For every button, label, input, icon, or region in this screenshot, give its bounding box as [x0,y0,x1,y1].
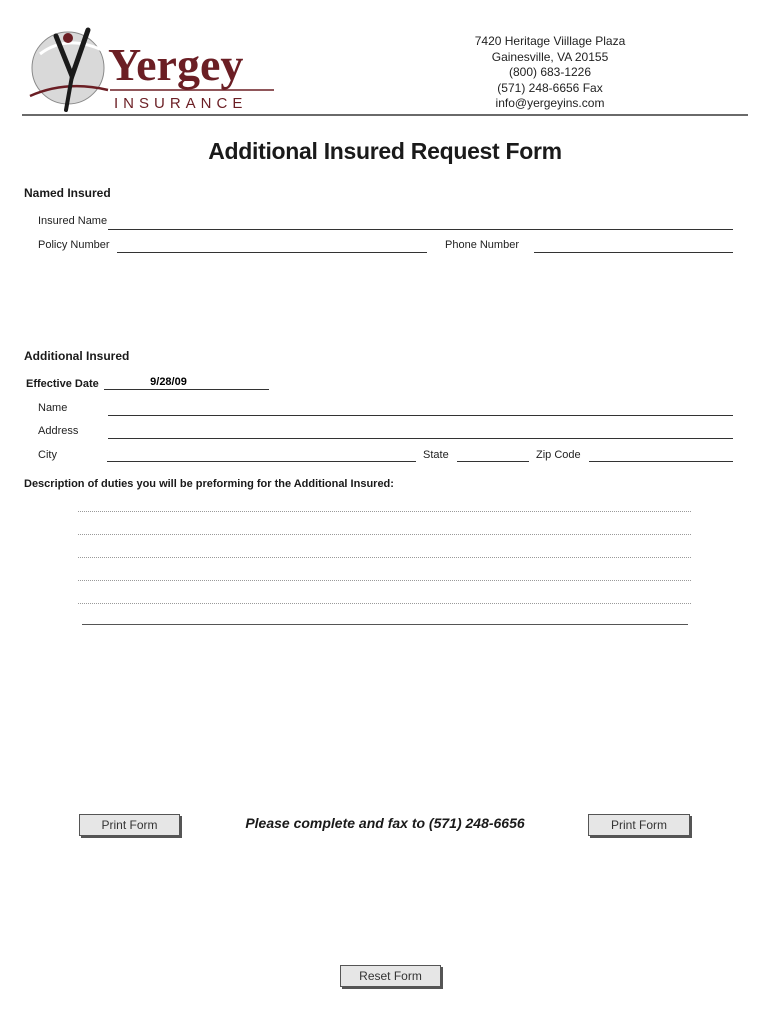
policy-number-field[interactable] [117,237,427,253]
print-form-button-right[interactable]: Print Form [588,814,690,836]
effective-date-label: Effective Date [26,378,99,390]
name-label: Name [38,402,68,414]
header-divider [22,114,748,116]
city-field[interactable] [107,446,416,462]
policy-number-label: Policy Number [38,239,110,251]
zip-code-label: Zip Code [536,449,581,461]
address-field[interactable] [108,423,733,439]
phone-number: (800) 683-1226 [508,65,592,79]
state-label: State [423,449,449,461]
insured-name-label: Insured Name [38,215,108,227]
contact-block [430,34,670,112]
zip-code-field[interactable] [589,446,733,462]
effective-date-field[interactable] [104,374,269,390]
city-label: City [38,449,57,461]
phone-number-field[interactable] [534,237,733,253]
logo-graphic [26,24,276,116]
fax-instruction: Please complete and fax to (571) 248-6656 [245,815,525,831]
name-field[interactable] [108,400,733,416]
address-line1: 7420 Heritage Viillage Plaza [474,34,626,48]
company-logo [26,24,276,116]
named-insured-heading: Named Insured [24,186,111,200]
phone-number-label: Phone Number [445,239,519,251]
description-bottom-rule [82,624,688,625]
page-title: Additional Insured Request Form [208,138,562,164]
print-form-button-left[interactable]: Print Form [79,814,180,836]
address-line2: Gainesville, VA 20155 [491,49,609,64]
fax-number: (571) 248-6656 Fax [497,80,603,95]
address-label: Address [38,425,79,437]
email-address: info@yergeyins.com [495,96,605,110]
insured-name-field[interactable] [108,214,733,230]
description-field[interactable] [78,500,691,612]
state-field[interactable] [457,446,529,462]
logo-word: Yergey [108,39,244,90]
reset-form-button[interactable]: Reset Form [340,965,441,987]
description-label: Description of duties you will be preforming for the Additional Insured: [24,478,394,490]
additional-insured-heading: Additional Insured [24,349,130,363]
logo-sub: INSURANCE [114,95,248,112]
